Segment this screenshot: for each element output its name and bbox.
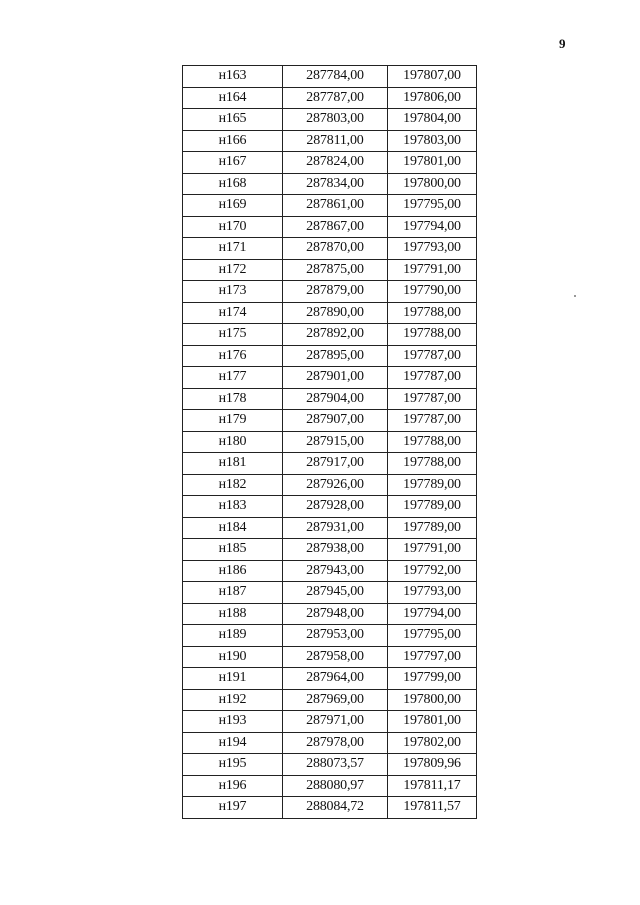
y-coordinate-cell: 197809,96 xyxy=(388,754,477,776)
point-id-cell: н197 xyxy=(183,797,283,819)
point-id-cell: н187 xyxy=(183,582,283,604)
y-coordinate-cell: 197788,00 xyxy=(388,431,477,453)
y-coordinate-cell: 197787,00 xyxy=(388,388,477,410)
table-row xyxy=(183,302,477,324)
point-id-cell: н177 xyxy=(183,367,283,389)
table-row xyxy=(183,109,477,131)
x-coordinate-cell: 287971,00 xyxy=(283,711,388,733)
y-coordinate-cell: 197790,00 xyxy=(388,281,477,303)
table-row xyxy=(183,797,477,819)
point-id-cell: н181 xyxy=(183,453,283,475)
scan-speck xyxy=(574,295,576,297)
table-row xyxy=(183,324,477,346)
page-number: 9 xyxy=(559,36,566,51)
x-coordinate-cell: 287907,00 xyxy=(283,410,388,432)
x-coordinate-cell: 287870,00 xyxy=(283,238,388,260)
table-row xyxy=(183,152,477,174)
point-id-cell: н175 xyxy=(183,324,283,346)
table-row xyxy=(183,130,477,152)
point-id-cell: н186 xyxy=(183,560,283,582)
x-coordinate-cell: 287901,00 xyxy=(283,367,388,389)
y-coordinate-cell: 197795,00 xyxy=(388,625,477,647)
y-coordinate-cell: 197789,00 xyxy=(388,517,477,539)
y-coordinate-cell: 197787,00 xyxy=(388,367,477,389)
table-row xyxy=(183,453,477,475)
table-row xyxy=(183,775,477,797)
point-id-cell: н164 xyxy=(183,87,283,109)
y-coordinate-cell: 197793,00 xyxy=(388,238,477,260)
table-row xyxy=(183,603,477,625)
table-row xyxy=(183,474,477,496)
x-coordinate-cell: 287811,00 xyxy=(283,130,388,152)
x-coordinate-cell: 287969,00 xyxy=(283,689,388,711)
table-row xyxy=(183,539,477,561)
point-id-cell: н189 xyxy=(183,625,283,647)
y-coordinate-cell: 197800,00 xyxy=(388,689,477,711)
y-coordinate-cell: 197811,17 xyxy=(388,775,477,797)
table-row xyxy=(183,582,477,604)
x-coordinate-cell: 287915,00 xyxy=(283,431,388,453)
x-coordinate-cell: 287978,00 xyxy=(283,732,388,754)
x-coordinate-cell: 288080,97 xyxy=(283,775,388,797)
x-coordinate-cell: 287931,00 xyxy=(283,517,388,539)
table-row xyxy=(183,754,477,776)
table-row xyxy=(183,711,477,733)
point-id-cell: н190 xyxy=(183,646,283,668)
x-coordinate-cell: 287895,00 xyxy=(283,345,388,367)
y-coordinate-cell: 197791,00 xyxy=(388,259,477,281)
point-id-cell: н168 xyxy=(183,173,283,195)
point-id-cell: н167 xyxy=(183,152,283,174)
y-coordinate-cell: 197800,00 xyxy=(388,173,477,195)
table-row xyxy=(183,431,477,453)
x-coordinate-cell: 287861,00 xyxy=(283,195,388,217)
table-row xyxy=(183,173,477,195)
table-row xyxy=(183,87,477,109)
table-row xyxy=(183,345,477,367)
point-id-cell: н179 xyxy=(183,410,283,432)
point-id-cell: н188 xyxy=(183,603,283,625)
point-id-cell: н192 xyxy=(183,689,283,711)
point-id-cell: н172 xyxy=(183,259,283,281)
table-row xyxy=(183,410,477,432)
table-row xyxy=(183,646,477,668)
point-id-cell: н194 xyxy=(183,732,283,754)
x-coordinate-cell: 287892,00 xyxy=(283,324,388,346)
table-row xyxy=(183,668,477,690)
point-id-cell: н178 xyxy=(183,388,283,410)
table-row xyxy=(183,367,477,389)
table-row xyxy=(183,238,477,260)
y-coordinate-cell: 197794,00 xyxy=(388,603,477,625)
point-id-cell: н171 xyxy=(183,238,283,260)
point-id-cell: н165 xyxy=(183,109,283,131)
y-coordinate-cell: 197789,00 xyxy=(388,496,477,518)
y-coordinate-cell: 197801,00 xyxy=(388,152,477,174)
x-coordinate-cell: 287964,00 xyxy=(283,668,388,690)
table-row xyxy=(183,195,477,217)
y-coordinate-cell: 197797,00 xyxy=(388,646,477,668)
y-coordinate-cell: 197803,00 xyxy=(388,130,477,152)
y-coordinate-cell: 197799,00 xyxy=(388,668,477,690)
table-row xyxy=(183,689,477,711)
point-id-cell: н185 xyxy=(183,539,283,561)
point-id-cell: н191 xyxy=(183,668,283,690)
y-coordinate-cell: 197811,57 xyxy=(388,797,477,819)
x-coordinate-cell: 287890,00 xyxy=(283,302,388,324)
x-coordinate-cell: 287879,00 xyxy=(283,281,388,303)
point-id-cell: н174 xyxy=(183,302,283,324)
point-id-cell: н170 xyxy=(183,216,283,238)
y-coordinate-cell: 197804,00 xyxy=(388,109,477,131)
y-coordinate-cell: 197791,00 xyxy=(388,539,477,561)
x-coordinate-cell: 288073,57 xyxy=(283,754,388,776)
table-row xyxy=(183,560,477,582)
x-coordinate-cell: 287928,00 xyxy=(283,496,388,518)
x-coordinate-cell: 287953,00 xyxy=(283,625,388,647)
y-coordinate-cell: 197793,00 xyxy=(388,582,477,604)
x-coordinate-cell: 287824,00 xyxy=(283,152,388,174)
x-coordinate-cell: 287926,00 xyxy=(283,474,388,496)
y-coordinate-cell: 197806,00 xyxy=(388,87,477,109)
point-id-cell: н196 xyxy=(183,775,283,797)
point-id-cell: н193 xyxy=(183,711,283,733)
x-coordinate-cell: 287945,00 xyxy=(283,582,388,604)
coordinates-table xyxy=(182,65,477,819)
table-row xyxy=(183,496,477,518)
x-coordinate-cell: 287875,00 xyxy=(283,259,388,281)
y-coordinate-cell: 197787,00 xyxy=(388,345,477,367)
x-coordinate-cell: 287958,00 xyxy=(283,646,388,668)
table-row xyxy=(183,281,477,303)
x-coordinate-cell: 287784,00 xyxy=(283,66,388,88)
y-coordinate-cell: 197792,00 xyxy=(388,560,477,582)
y-coordinate-cell: 197795,00 xyxy=(388,195,477,217)
x-coordinate-cell: 287948,00 xyxy=(283,603,388,625)
coordinates-table-body xyxy=(183,66,477,819)
x-coordinate-cell: 287904,00 xyxy=(283,388,388,410)
table-row xyxy=(183,732,477,754)
point-id-cell: н173 xyxy=(183,281,283,303)
point-id-cell: н183 xyxy=(183,496,283,518)
table-row xyxy=(183,517,477,539)
y-coordinate-cell: 197789,00 xyxy=(388,474,477,496)
point-id-cell: н184 xyxy=(183,517,283,539)
point-id-cell: н176 xyxy=(183,345,283,367)
table-row xyxy=(183,625,477,647)
x-coordinate-cell: 287917,00 xyxy=(283,453,388,475)
x-coordinate-cell: 288084,72 xyxy=(283,797,388,819)
y-coordinate-cell: 197794,00 xyxy=(388,216,477,238)
x-coordinate-cell: 287867,00 xyxy=(283,216,388,238)
y-coordinate-cell: 197807,00 xyxy=(388,66,477,88)
table-row xyxy=(183,216,477,238)
x-coordinate-cell: 287938,00 xyxy=(283,539,388,561)
x-coordinate-cell: 287803,00 xyxy=(283,109,388,131)
point-id-cell: н182 xyxy=(183,474,283,496)
point-id-cell: н163 xyxy=(183,66,283,88)
point-id-cell: н195 xyxy=(183,754,283,776)
table-row xyxy=(183,66,477,88)
point-id-cell: н169 xyxy=(183,195,283,217)
point-id-cell: н166 xyxy=(183,130,283,152)
y-coordinate-cell: 197802,00 xyxy=(388,732,477,754)
point-id-cell: н180 xyxy=(183,431,283,453)
y-coordinate-cell: 197801,00 xyxy=(388,711,477,733)
x-coordinate-cell: 287834,00 xyxy=(283,173,388,195)
table-row xyxy=(183,259,477,281)
x-coordinate-cell: 287787,00 xyxy=(283,87,388,109)
y-coordinate-cell: 197788,00 xyxy=(388,453,477,475)
y-coordinate-cell: 197788,00 xyxy=(388,324,477,346)
y-coordinate-cell: 197788,00 xyxy=(388,302,477,324)
table-row xyxy=(183,388,477,410)
y-coordinate-cell: 197787,00 xyxy=(388,410,477,432)
x-coordinate-cell: 287943,00 xyxy=(283,560,388,582)
